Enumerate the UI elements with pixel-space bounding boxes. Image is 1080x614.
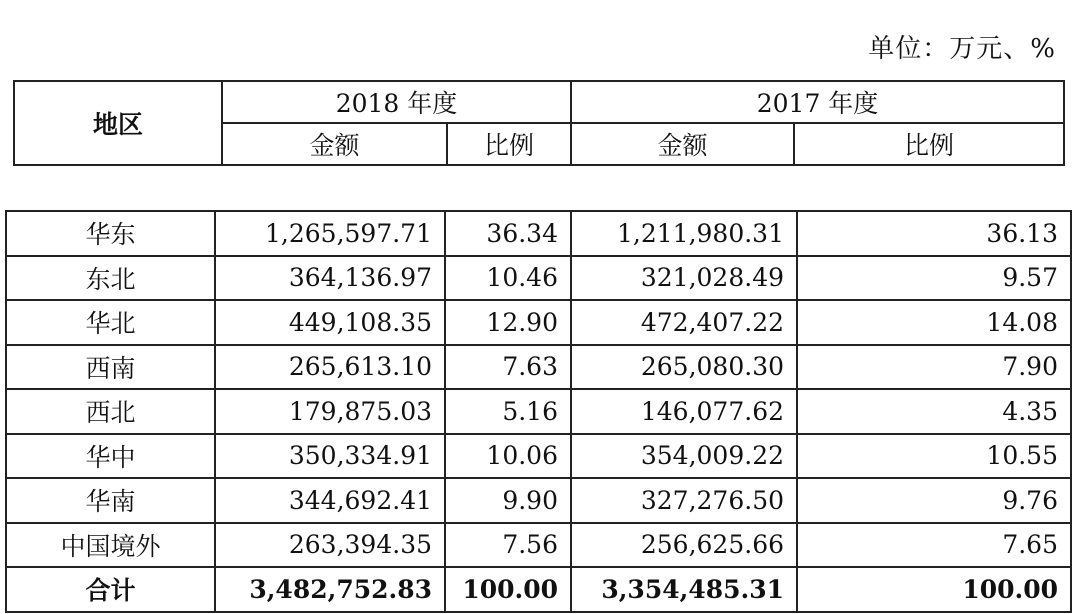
cell-amount-2017: 3,354,485.31 — [571, 567, 797, 612]
cell-region: 华中 — [6, 434, 215, 479]
cell-amount-2017: 321,028.49 — [571, 256, 797, 301]
cell-ratio-2018: 5.16 — [445, 389, 571, 434]
data-table — [5, 210, 1072, 613]
cell-amount-2018: 449,108.35 — [215, 300, 445, 345]
cell-amount-2018: 350,334.91 — [215, 434, 445, 479]
table-row — [6, 300, 1071, 345]
cell-region: 中国境外 — [6, 523, 215, 568]
cell-amount-2018: 179,875.03 — [215, 389, 445, 434]
cell-region: 华北 — [6, 300, 215, 345]
cell-amount-2017: 327,276.50 — [571, 478, 797, 523]
cell-ratio-2017: 9.57 — [797, 256, 1071, 301]
table-row — [6, 256, 1071, 301]
table-row — [6, 434, 1071, 479]
cell-ratio-2018: 7.63 — [445, 345, 571, 390]
cell-ratio-2017: 9.76 — [797, 478, 1071, 523]
table-row — [6, 523, 1071, 568]
total-row — [6, 567, 1071, 612]
cell-amount-2018: 344,692.41 — [215, 478, 445, 523]
header-amount-2017: 金额 — [571, 123, 794, 165]
cell-ratio-2017: 7.65 — [797, 523, 1071, 568]
header-amount-2018: 金额 — [222, 123, 447, 165]
cell-ratio-2018: 10.06 — [445, 434, 571, 479]
header-ratio-2018: 比例 — [447, 123, 571, 165]
table-row — [6, 478, 1071, 523]
cell-ratio-2017: 10.55 — [797, 434, 1071, 479]
table-row — [6, 389, 1071, 434]
cell-amount-2018: 1,265,597.71 — [215, 211, 445, 256]
cell-ratio-2017: 14.08 — [797, 300, 1071, 345]
table-row — [6, 345, 1071, 390]
header-year-2017: 2017 年度 — [571, 81, 1064, 123]
cell-region: 华东 — [6, 211, 215, 256]
cell-region: 西北 — [6, 389, 215, 434]
cell-region: 合计 — [6, 567, 215, 612]
table-row — [6, 211, 1071, 256]
cell-ratio-2017: 4.35 — [797, 389, 1071, 434]
cell-ratio-2018: 10.46 — [445, 256, 571, 301]
cell-ratio-2018: 9.90 — [445, 478, 571, 523]
cell-amount-2017: 265,080.30 — [571, 345, 797, 390]
cell-amount-2017: 256,625.66 — [571, 523, 797, 568]
cell-ratio-2018: 12.90 — [445, 300, 571, 345]
cell-amount-2017: 354,009.22 — [571, 434, 797, 479]
cell-ratio-2017: 7.90 — [797, 345, 1071, 390]
cell-ratio-2017: 36.13 — [797, 211, 1071, 256]
cell-amount-2017: 1,211,980.31 — [571, 211, 797, 256]
cell-ratio-2018: 100.00 — [445, 567, 571, 612]
cell-ratio-2018: 36.34 — [445, 211, 571, 256]
unit-label: 单位：万元、% — [868, 34, 1056, 64]
table-header — [13, 80, 1065, 166]
cell-ratio-2017: 100.00 — [797, 567, 1071, 612]
header-ratio-2017: 比例 — [794, 123, 1064, 165]
cell-amount-2018: 265,613.10 — [215, 345, 445, 390]
cell-amount-2018: 263,394.35 — [215, 523, 445, 568]
header-region: 地区 — [14, 81, 222, 165]
cell-ratio-2018: 7.56 — [445, 523, 571, 568]
cell-amount-2017: 472,407.22 — [571, 300, 797, 345]
cell-region: 西南 — [6, 345, 215, 390]
cell-amount-2018: 364,136.97 — [215, 256, 445, 301]
cell-region: 东北 — [6, 256, 215, 301]
cell-amount-2018: 3,482,752.83 — [215, 567, 445, 612]
cell-amount-2017: 146,077.62 — [571, 389, 797, 434]
header-year-2018: 2018 年度 — [222, 81, 571, 123]
cell-region: 华南 — [6, 478, 215, 523]
